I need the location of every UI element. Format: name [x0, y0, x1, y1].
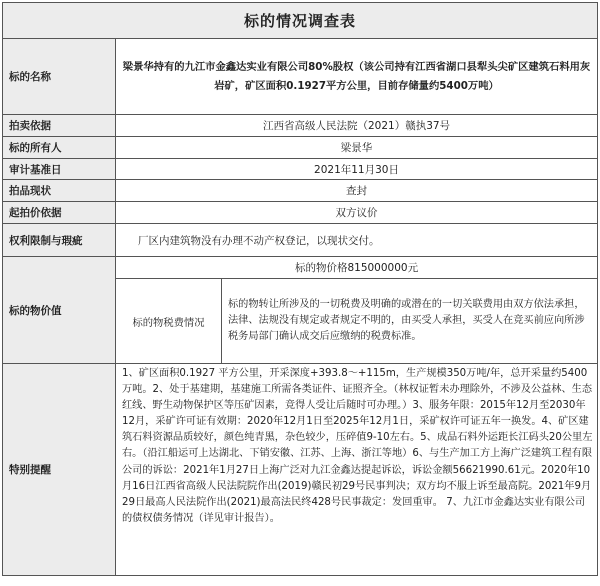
value-auction-basis: 江西省高级人民法院（2021）赣执37号 [116, 115, 598, 137]
label-restrictions: 权利限制与瑕疵 [3, 224, 116, 257]
value-status: 查封 [116, 180, 598, 202]
value-notes: 1、矿区面积0.1927 平方公里，开采深度+393.8～+115m，生产规模350万吨/年，总开采量约5400万吨。2、处于基建期，基建施工所需各类证件、证照齐全。（林权证暂未办理除外，不涉及公益林、生态红线、野生动物保护区等压矿因素，竞得人受让后随时可办理。）3、服务年限：2015年12月至2030年12月，采矿许可证有效期：2020年12月1日至2025年12月1日，采矿权许可证五年一换发。4、矿区建筑石料资源品质较好，颜色纯青黑，杂色较少，压碎值9-10左右。5、成品石料外运距长江码头20公里左右。（沿江船运可上达湖北、下销安徽、江苏、上海、浙江等地）6、与生产加工方上海广泛建筑工程有限公司的诉讼：2021年1月27日上海广泛对九江金鑫达提起诉讼，诉讼金额56621990.61元。2020年10月16日江西省高级人民法院院作出(2019)赣民初29号民事判决；双方均不服上诉至最高院。2021年9月29日最高人民法院作出(2021)最高法民终428号民事裁定：发回重审。 7、九江市金鑫达实业有限公司的债权债务情况（详见审计报告）。 [116, 364, 598, 576]
label-start-price-basis: 起拍价依据 [3, 202, 116, 224]
row-notes [3, 364, 598, 576]
row-price [3, 257, 598, 279]
value-tax: 标的物转让所涉及的一切税费及明确的或潜在的一切关联费用由双方依法承担，法律、法规没有规定或者规定不明的，由买受人承担，买受人在竞买前应向所涉税务局部门确认成交后应缴纳的税费标准。 [222, 279, 598, 364]
label-value: 标的物价值 [3, 257, 116, 364]
label-audit-date: 审计基准日 [3, 159, 116, 180]
row-restrictions [3, 224, 598, 257]
value-subject-name: 梁景华持有的九江市金鑫达实业有限公司80%股权（该公司持有江西省湖口县犁头尖矿区建筑石料用灰岩矿，矿区面积0.1927平方公里，目前存储量约5400万吨） [116, 39, 598, 115]
row-subject-name [3, 39, 598, 115]
row-auction-basis [3, 115, 598, 137]
label-status: 拍品现状 [3, 180, 116, 202]
row-status [3, 180, 598, 202]
row-audit-date [3, 159, 598, 180]
survey-table-page [2, 2, 597, 584]
table-title: 标的情况调查表 [3, 3, 598, 39]
value-audit-date: 2021年11月30日 [116, 159, 598, 180]
row-start-price-basis [3, 202, 598, 224]
row-owner [3, 137, 598, 159]
value-start-price-basis: 双方议价 [116, 202, 598, 224]
label-auction-basis: 拍卖依据 [3, 115, 116, 137]
value-price: 标的物价格815000000元 [116, 257, 598, 279]
value-restrictions: 厂区内建筑物没有办理不动产权登记，以现状交付。 [116, 224, 598, 257]
survey-table [2, 2, 598, 576]
label-notes: 特别提醒 [3, 364, 116, 576]
label-owner: 标的所有人 [3, 137, 116, 159]
label-subject-name: 标的名称 [3, 39, 116, 115]
value-owner: 梁景华 [116, 137, 598, 159]
label-tax: 标的物税费情况 [116, 279, 222, 364]
